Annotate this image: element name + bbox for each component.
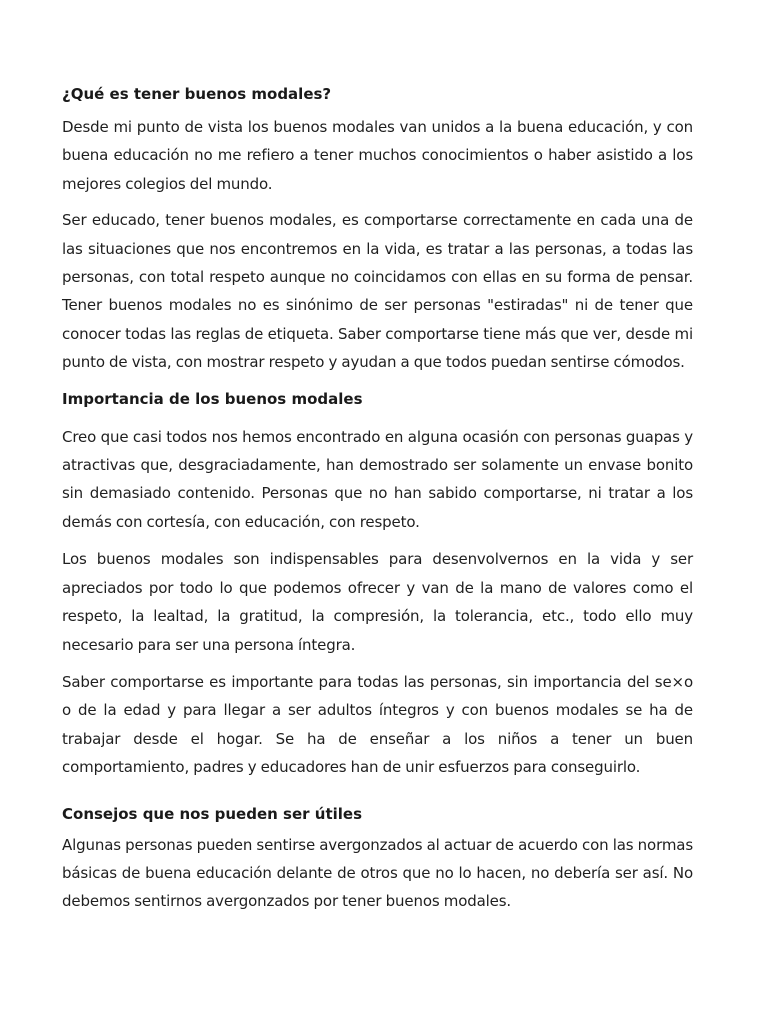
section-heading: ¿Qué es tener buenos modales? [62, 85, 332, 103]
paragraph: Los buenos modales son indispensables para desenvolvernos en la vida y ser apreciados por todo lo que podemos ofrecer y van de la mano de valores como el respeto, la lealtad, la gratitud, la compresión, la tolerancia, etc., todo ello muy necesario para ser una persona íntegra. [62, 550, 693, 654]
section-heading: Consejos que nos pueden ser útiles [62, 804, 362, 823]
paragraph: Creo que casi todos nos hemos encontrado en alguna ocasión con personas guapas y atractivas que, desgraciadamente, han demostrado ser solamente un envase bonito sin demasiado contenido. Personas que no han sabido comportarse, ni tratar a los demás con cortesía, con educación, con respeto. [62, 427, 693, 531]
paragraph: Desde mi punto de vista los buenos modales van unidos a la buena educación, y con buena educación no me refiero a tener muchos conocimientos o haber asistido a los mejores colegios del mundo. [62, 118, 693, 193]
paragraph: Saber comportarse es importante para todas las personas, sin importancia del se×o o de la edad y para llegar a ser adultos íntegros y con buenos modales se ha de trabajar desde el hogar. Se ha de enseñar a los niños a tener un buen comportamiento, padres y educadores han de unir esfuerzos para conseguirlo. [62, 672, 693, 777]
document-body [62, 84, 693, 916]
paragraph: Ser educado, tener buenos modales, es comportarse correctamente en cada una de las situaciones que nos encontremos en la vida, es tratar a las personas, a todas las personas, con total respeto aunque no coincidamos con ellas en su forma de pensar. Tener buenos modales no es sinónimo de ser personas "estiradas" ni de tener que conocer todas las reglas de etiqueta. Saber comportarse tiene más que ver, desde mi punto de vista, con mostrar respeto y ayudan a que todos puedan sentirse cómodos. [62, 211, 693, 372]
section-heading: Importancia de los buenos modales [62, 389, 363, 408]
paragraph: Algunas personas pueden sentirse avergonzados al actuar de acuerdo con las normas básicas de buena educación delante de otros que no lo hacen, no debería ser así. No debemos sentirnos avergonzados por tener buenos modales. [62, 835, 693, 911]
